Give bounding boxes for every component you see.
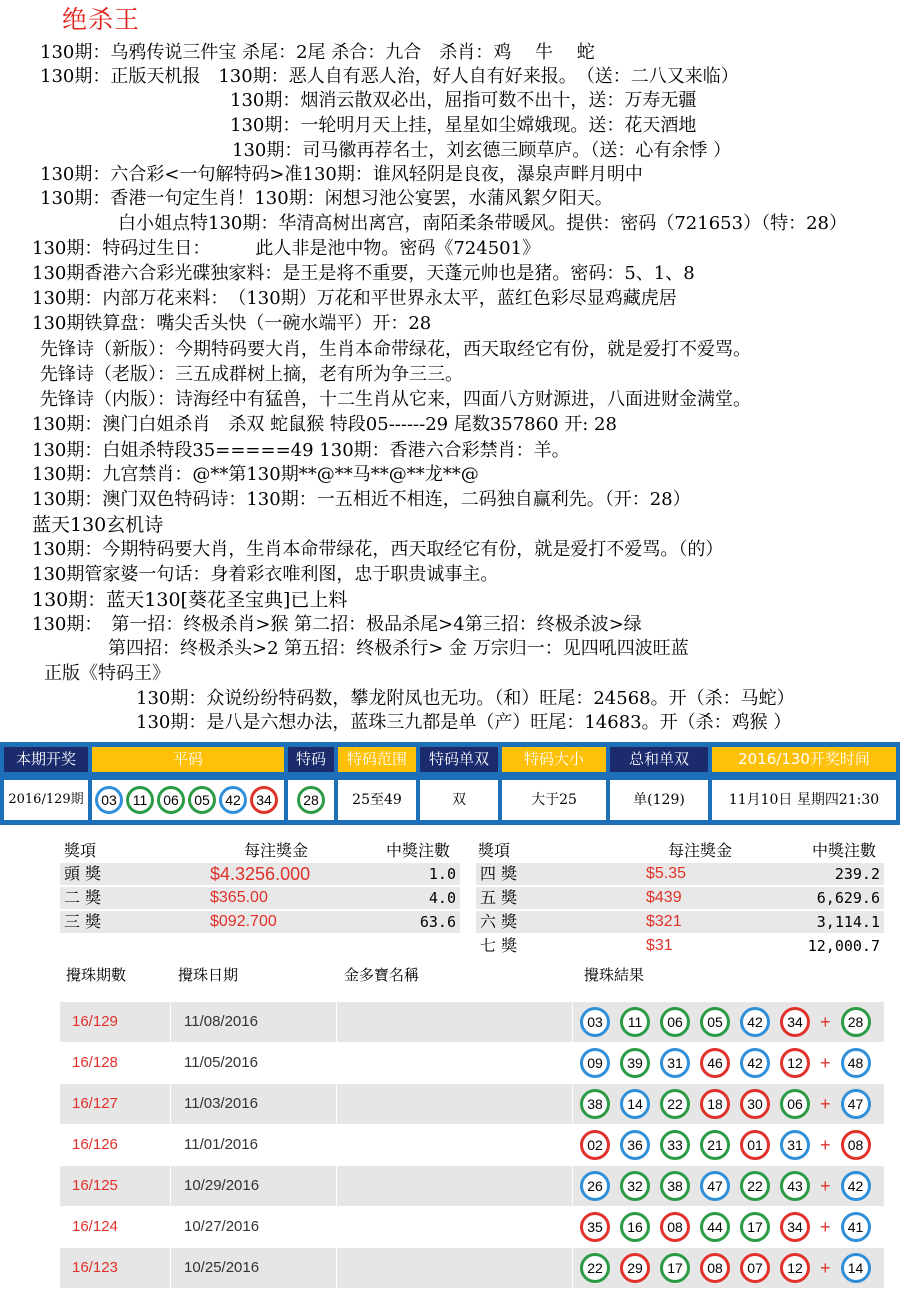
sum-odd-even: 单(129): [610, 780, 708, 820]
column-divider: [572, 1084, 573, 1124]
history-ball: 17: [660, 1253, 690, 1283]
history-ball: 11: [620, 1007, 650, 1037]
history-ball: 46: [700, 1048, 730, 1078]
history-ball: 09: [580, 1048, 610, 1078]
text-line: 130期： 第一招：终极杀肖>猴 第二招：极品杀尾>4第三招：终极杀波>绿: [32, 614, 642, 635]
text-line: 正版《特码王》: [44, 663, 170, 684]
prize-header-amount-right: 每注獎金: [668, 841, 733, 860]
history-ball: 34: [780, 1212, 810, 1242]
text-line: 130期：特码过生日： 此人非是池中物。密码《724501》: [32, 238, 541, 259]
column-divider: [572, 1002, 573, 1042]
history-ball: 30: [740, 1089, 770, 1119]
history-ball: 26: [580, 1171, 610, 1201]
history-issue: 16/124: [72, 1218, 118, 1235]
prize-name: 二 獎: [64, 888, 102, 907]
plus-sign: +: [820, 1175, 831, 1196]
history-issue: 16/125: [72, 1177, 118, 1194]
history-ball: 17: [740, 1212, 770, 1242]
column-divider: [336, 1166, 337, 1206]
header-current-draw: 本期开奖: [4, 747, 88, 772]
regular-ball: 11: [126, 786, 154, 814]
history-ball: 31: [660, 1048, 690, 1078]
header-special-number: 特码: [288, 747, 334, 772]
history-ball: 12: [780, 1253, 810, 1283]
text-line: 130期：正版天机报 130期：恶人自有恶人治，好人自有好来报。 （送：二八又来临）: [40, 66, 739, 87]
column-divider: [336, 1084, 337, 1124]
prize-header-amount-left: 每注獎金: [244, 841, 309, 860]
prize-name: 三 獎: [64, 912, 102, 931]
prize-header-count-right: 中獎注數: [812, 841, 877, 860]
text-line: 130期：乌鸦传说三件宝 杀尾：2尾 杀合：九合 杀肖：鸡 牛 蛇: [40, 42, 595, 63]
prize-row: [476, 863, 884, 885]
plus-sign: +: [820, 1134, 831, 1155]
history-special-ball: 28: [841, 1007, 871, 1037]
history-ball: 22: [660, 1089, 690, 1119]
column-divider: [170, 1002, 171, 1042]
history-balls: [580, 1007, 881, 1037]
column-divider: [572, 1166, 573, 1206]
history-special-ball: 48: [841, 1048, 871, 1078]
history-ball: 34: [780, 1007, 810, 1037]
column-divider: [336, 1043, 337, 1083]
prize-name: 五 獎: [480, 888, 518, 907]
history-date: 11/08/2016: [184, 1013, 258, 1030]
history-issue: 16/128: [72, 1054, 118, 1071]
header-sum-odd-even: 总和单双: [610, 747, 708, 772]
history-ball: 39: [620, 1048, 650, 1078]
text-line: 130期：烟消云散双必出，屈指可数不出十，送：万寿无疆: [230, 90, 697, 111]
prize-row: [60, 911, 460, 933]
history-ball: 06: [660, 1007, 690, 1037]
text-line: 130期：是八是六想办法，蓝珠三九都是单（产）旺尾：14683。开（杀：鸡猴 ）: [136, 712, 792, 733]
prize-amount: $5.35: [646, 865, 687, 882]
text-line: 先锋诗（新版）：今期特码要大肖，生肖本命带绿花，西天取经它有份，就是爱打不爱骂。: [40, 339, 751, 360]
text-line: 130期：澳门白姐杀肖 杀双 蛇鼠猴 特段05------29 尾数357860 开: 28: [32, 414, 617, 435]
history-ball: 06: [780, 1089, 810, 1119]
history-ball: 42: [740, 1048, 770, 1078]
prize-count: 63.6: [419, 913, 456, 931]
prize-amount: $365.00: [210, 889, 268, 906]
history-ball: 21: [700, 1130, 730, 1160]
prize-name: 六 獎: [480, 912, 518, 931]
special-ball: 28: [297, 786, 325, 814]
history-ball: 14: [620, 1089, 650, 1119]
column-divider: [572, 1043, 573, 1083]
text-line: 白小姐点特130期：华清高树出离宫，南陌柔条带暖风。提供：密码（721653）（特：28）: [118, 213, 847, 234]
history-ball: 03: [580, 1007, 610, 1037]
history-ball: 16: [620, 1212, 650, 1242]
text-line: 130期：司马徽再荐名士，刘玄德三顾草庐。（送：心有余悸 ）: [232, 140, 732, 161]
history-ball: 07: [740, 1253, 770, 1283]
header-special-range: 特码范围: [338, 747, 416, 772]
prize-name: 四 獎: [480, 864, 518, 883]
text-line: 蓝天130玄机诗: [32, 514, 164, 536]
history-ball: 38: [660, 1171, 690, 1201]
text-line: 130期：内部万花来料： （130期）万花和平世界永太平，蓝红色彩尽显鸡藏虎居: [32, 288, 677, 309]
text-line: 130期：今期特码要大肖，生肖本命带绿花，西天取经它有份，就是爱打不爱骂。（的）: [32, 539, 724, 560]
history-ball: 05: [700, 1007, 730, 1037]
history-issue: 16/129: [72, 1013, 118, 1030]
text-line: 130期铁算盘：嘴尖舌头快（一碗水端平）开：28: [32, 313, 432, 334]
history-balls: [580, 1171, 881, 1201]
prize-row: [476, 911, 884, 933]
history-row: [60, 1166, 884, 1206]
history-special-ball: 47: [841, 1089, 871, 1119]
history-ball: 22: [580, 1253, 610, 1283]
history-ball: 32: [620, 1171, 650, 1201]
history-special-ball: 08: [841, 1130, 871, 1160]
text-line: 先锋诗（老版）：三五成群树上摘，老有所为争三三。: [40, 364, 463, 385]
history-balls: [580, 1212, 881, 1242]
history-ball: 01: [740, 1130, 770, 1160]
history-ball: 47: [700, 1171, 730, 1201]
history-special-ball: 14: [841, 1253, 871, 1283]
history-row: [60, 1084, 884, 1124]
history-header-issue: 攪珠期數: [66, 966, 127, 984]
history-date: 10/29/2016: [184, 1177, 260, 1194]
column-divider: [170, 1125, 171, 1165]
draw-issue: 2016/129期: [4, 780, 88, 820]
plus-sign: +: [820, 1093, 831, 1114]
history-issue: 16/127: [72, 1095, 118, 1112]
history-ball: 22: [740, 1171, 770, 1201]
regular-ball: 03: [95, 786, 123, 814]
column-divider: [572, 1207, 573, 1247]
text-line: 130期：九宫禁肖：@**第130期**@**马**@**龙**@: [32, 464, 479, 485]
text-line: 130期管家婆一句话：身着彩衣唯利图，忠于职贵诚事主。: [32, 564, 499, 585]
header-special-odd-even: 特码单双: [420, 747, 498, 772]
history-row: [60, 1248, 884, 1288]
history-ball: 33: [660, 1130, 690, 1160]
regular-balls: [92, 780, 284, 820]
text-line: 130期：蓝天130[葵花圣宝典]已上料: [32, 589, 348, 611]
plus-sign: +: [820, 1011, 831, 1032]
history-balls: [580, 1130, 881, 1160]
text-line: 第四招：终极杀头>2 第五招：终极杀行> 金 万宗归一：见四吼四波旺蓝: [108, 638, 689, 659]
history-ball: 18: [700, 1089, 730, 1119]
history-date: 10/25/2016: [184, 1259, 260, 1276]
prize-row: [476, 887, 884, 909]
prize-amount: $321: [646, 913, 682, 930]
prize-amount: $4.3256.000: [210, 864, 311, 884]
history-row: [60, 1125, 884, 1165]
regular-ball: 34: [250, 786, 278, 814]
history-special-ball: 42: [841, 1171, 871, 1201]
history-ball: 31: [780, 1130, 810, 1160]
column-divider: [572, 1125, 573, 1165]
header-regular-numbers: 平码: [92, 747, 284, 772]
history-ball: 35: [580, 1212, 610, 1242]
history-header-date: 攪珠日期: [178, 966, 239, 984]
plus-sign: +: [820, 1257, 831, 1278]
prize-name: 頭 獎: [64, 864, 102, 883]
history-row: [60, 1043, 884, 1083]
history-ball: 12: [780, 1048, 810, 1078]
text-line: 130期：一轮明月天上挂，星星如尘嫦娥现。送：花天酒地: [230, 115, 697, 136]
history-row: [60, 1002, 884, 1042]
plus-sign: +: [820, 1052, 831, 1073]
prize-header-name-left: 獎項: [64, 841, 97, 860]
prize-row: [476, 935, 884, 957]
text-line: 130期：香港一句定生肖！130期：闲想习池公宴罢，水蒲风絮夕阳天。: [40, 188, 613, 209]
prize-count: 12,000.7: [807, 937, 880, 955]
history-balls: [580, 1048, 881, 1078]
history-ball: 38: [580, 1089, 610, 1119]
history-balls: [580, 1253, 881, 1283]
prize-count: 3,114.1: [816, 913, 880, 931]
prize-count: 239.2: [834, 865, 880, 883]
special-odd-even: 双: [420, 780, 498, 820]
history-date: 11/03/2016: [184, 1095, 258, 1112]
prize-amount: $439: [646, 889, 682, 906]
special-range: 25至49: [338, 780, 416, 820]
column-divider: [336, 1207, 337, 1247]
history-date: 11/05/2016: [184, 1054, 258, 1071]
prize-row: [60, 863, 460, 885]
special-size: 大于25: [502, 780, 606, 820]
prize-name: 七 獎: [480, 936, 518, 955]
column-divider: [572, 1248, 573, 1288]
history-issue: 16/123: [72, 1259, 118, 1276]
prize-count: 4.0: [428, 889, 456, 907]
column-divider: [170, 1248, 171, 1288]
history-ball: 08: [700, 1253, 730, 1283]
text-line: 130期：澳门双色特码诗：130期：一五相近不相连，二码独自赢利先。（开：28）: [32, 489, 691, 510]
next-draw-time: 11月10日 星期四21:30: [712, 780, 896, 820]
column-divider: [170, 1043, 171, 1083]
history-issue: 16/126: [72, 1136, 118, 1153]
text-line: 130期：六合彩<一句解特码>准130期：谁风轻阴是良夜，瀑泉声畔月明中: [40, 164, 643, 185]
regular-ball: 05: [188, 786, 216, 814]
prize-amount: $092.700: [210, 913, 277, 930]
history-row: [60, 1207, 884, 1247]
prize-count: 1.0: [428, 865, 456, 883]
history-ball: 43: [780, 1171, 810, 1201]
column-divider: [336, 1125, 337, 1165]
history-ball: 36: [620, 1130, 650, 1160]
prize-count: 6,629.6: [816, 889, 880, 907]
history-date: 10/27/2016: [184, 1218, 260, 1235]
history-balls: [580, 1089, 881, 1119]
prize-row: [60, 887, 460, 909]
history-date: 11/01/2016: [184, 1136, 258, 1153]
prize-amount: $31: [646, 937, 673, 954]
regular-ball: 42: [219, 786, 247, 814]
history-ball: 02: [580, 1130, 610, 1160]
column-divider: [170, 1166, 171, 1206]
history-header-result: 攪珠結果: [584, 966, 645, 984]
page-title: 绝杀王: [62, 5, 141, 34]
history-special-ball: 41: [841, 1212, 871, 1242]
column-divider: [170, 1084, 171, 1124]
plus-sign: +: [820, 1216, 831, 1237]
history-ball: 42: [740, 1007, 770, 1037]
prize-header-count-left: 中獎注數: [386, 841, 451, 860]
text-line: 130期：白姐杀特段35=====49 130期：香港六合彩禁肖：羊。: [32, 440, 570, 461]
header-special-size: 特码大小: [502, 747, 606, 772]
text-line: 先锋诗（内版）：诗海经中有猛兽，十二生肖从它来，四面八方财源进，八面进财金满堂。: [40, 389, 751, 410]
header-next-draw-time: 2016/130开奖时间: [712, 747, 896, 772]
special-ball-cell: [288, 780, 334, 820]
column-divider: [170, 1207, 171, 1247]
history-ball: 29: [620, 1253, 650, 1283]
text-line: 130期：众说纷纷特码数，攀龙附凤也无功。（和）旺尾：24568。开（杀：马蛇）: [136, 688, 795, 709]
prize-header-name-right: 獎項: [478, 841, 511, 860]
column-divider: [336, 1248, 337, 1288]
history-ball: 08: [660, 1212, 690, 1242]
column-divider: [336, 1002, 337, 1042]
regular-ball: 06: [157, 786, 185, 814]
history-header-name: 金多寶名稱: [344, 966, 420, 984]
history-ball: 44: [700, 1212, 730, 1242]
text-line: 130期香港六合彩光碟独家料：是王是将不重要，天蓬元帅也是猪。密码：5、1、8: [32, 263, 695, 284]
